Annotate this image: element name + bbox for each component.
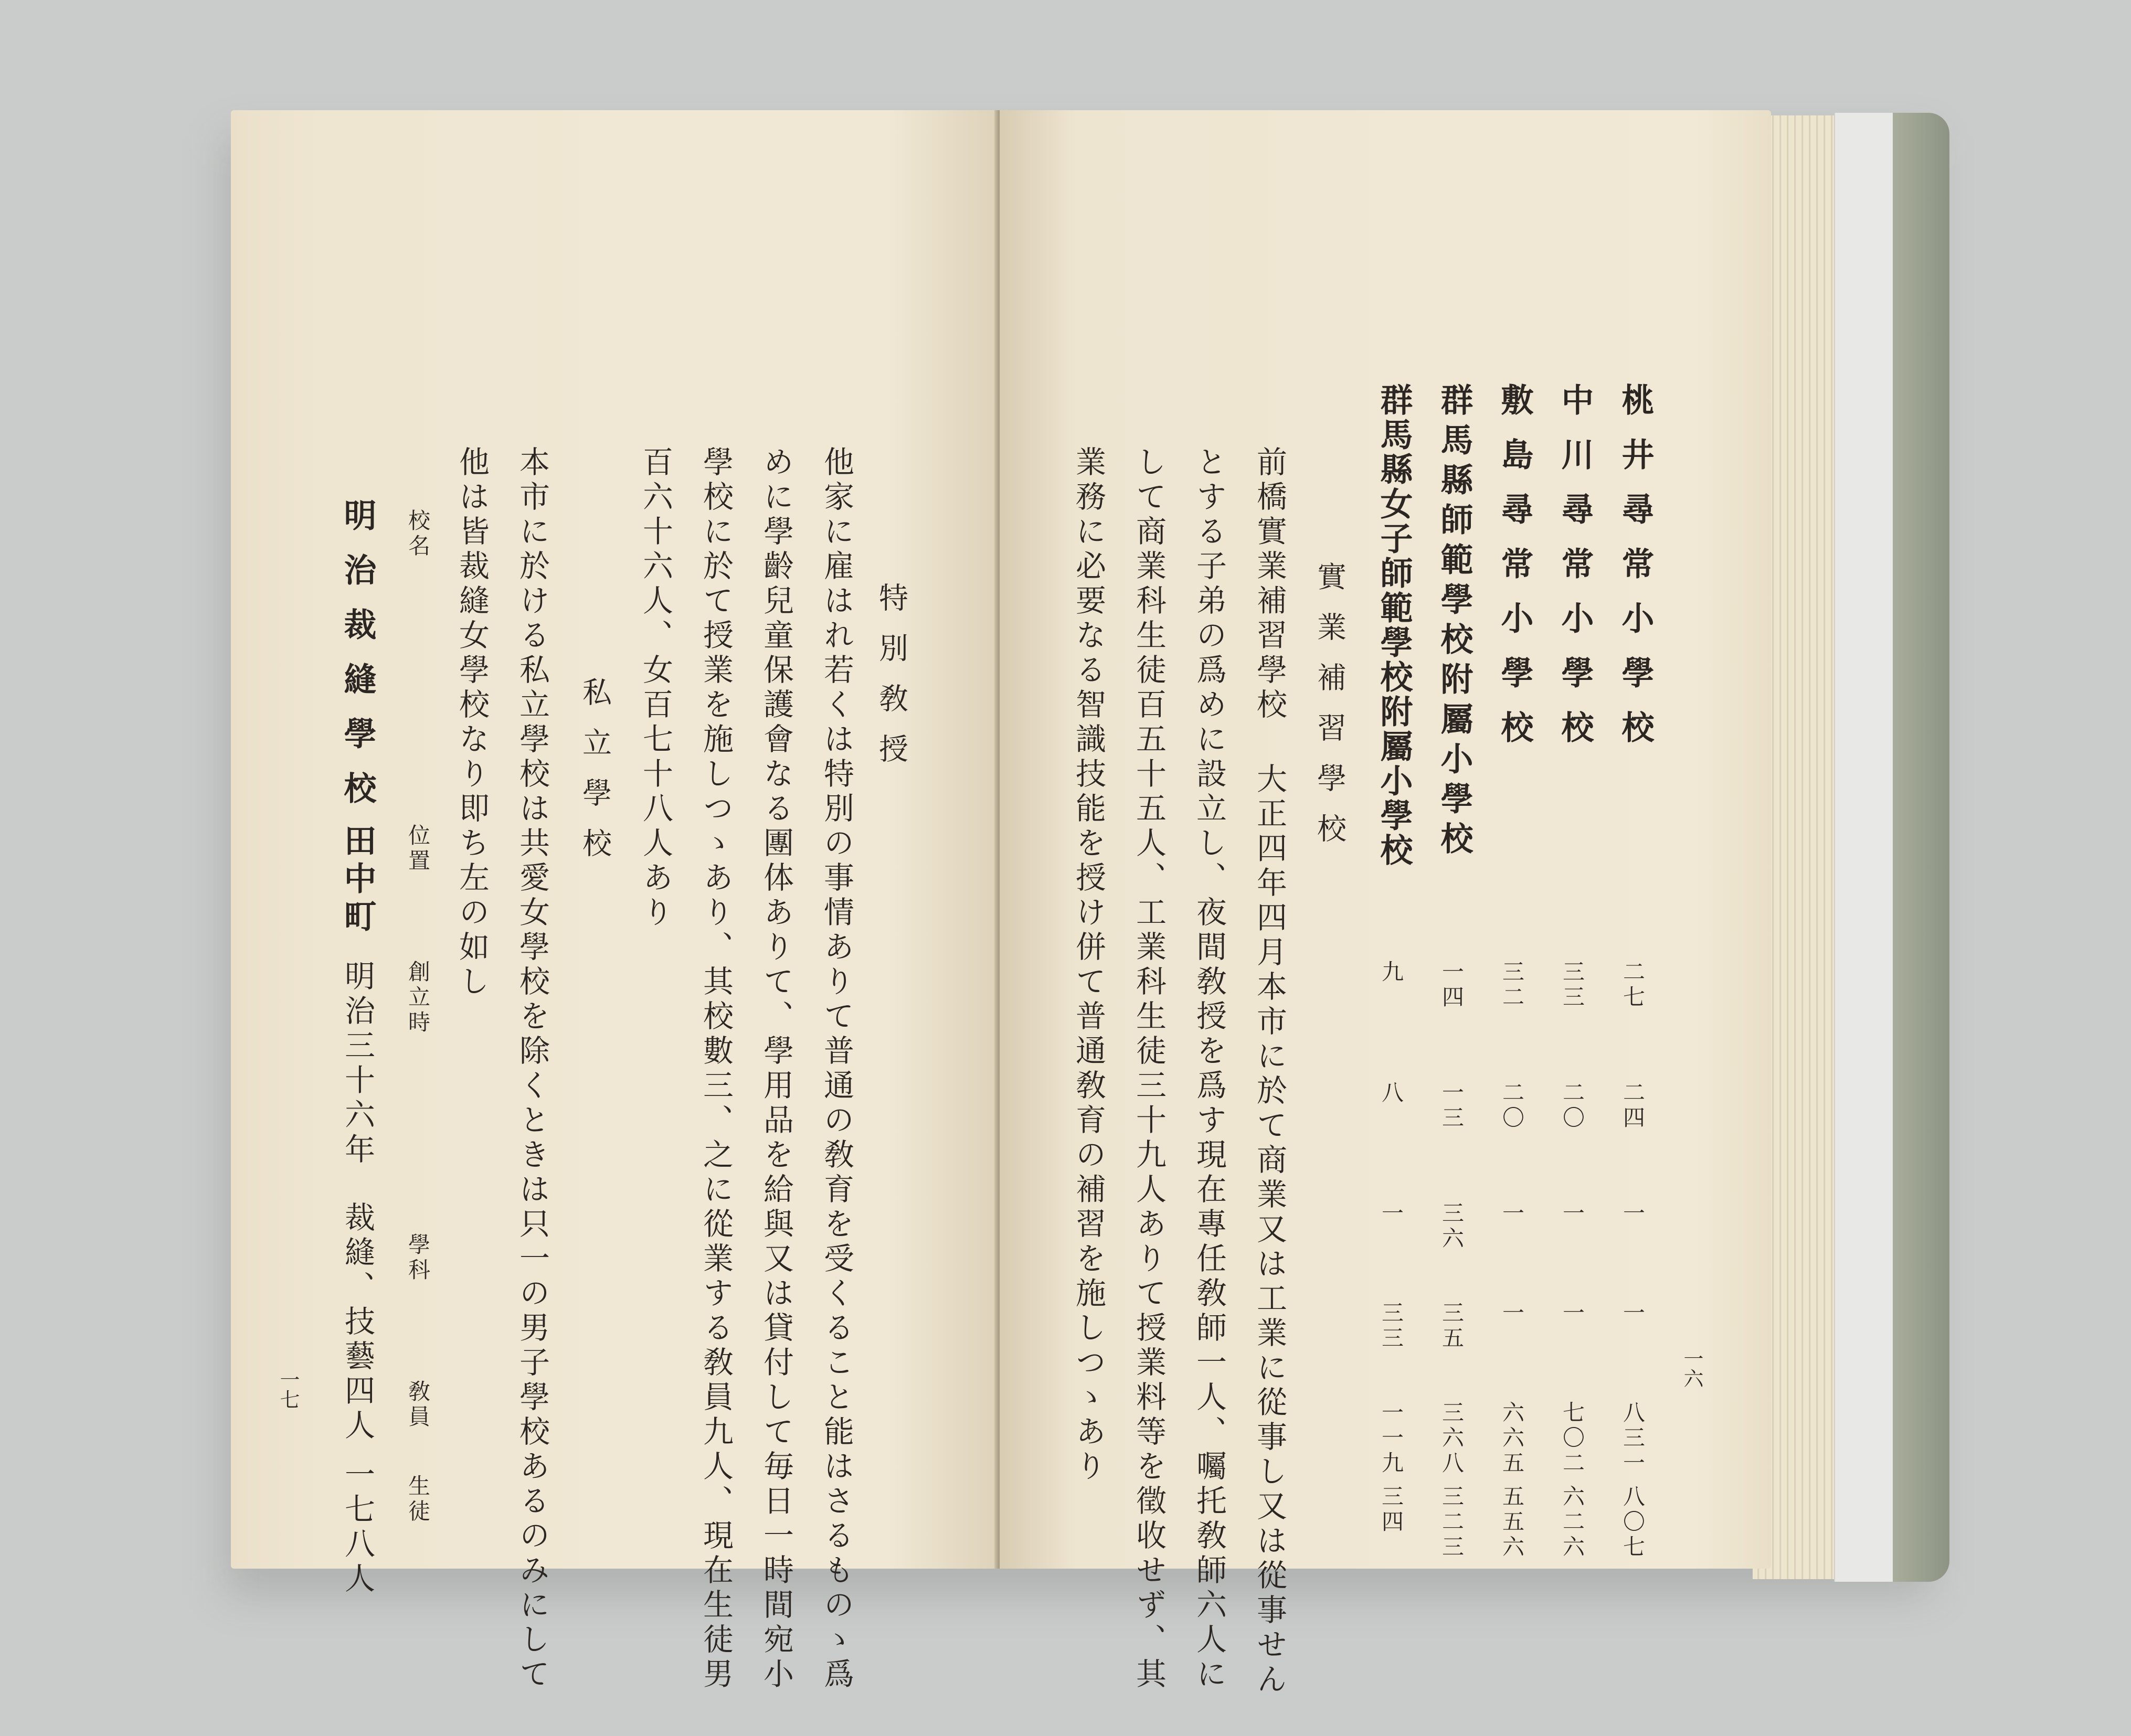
school-row-value-5: 三六八 bbox=[1439, 1401, 1465, 1476]
school-name: 明治裁縫學校 bbox=[338, 498, 377, 826]
school-row-name: 敷島尋常小學校 bbox=[1496, 383, 1534, 765]
vocational-line-2: とする子弟の爲めに設立し、夜間敎授を爲す現在專任敎師一人、囑托敎師六人に bbox=[1191, 446, 1227, 1692]
school-row-value-4: 三三 bbox=[1379, 1301, 1404, 1351]
school-row-value-6: 三四 bbox=[1379, 1485, 1404, 1535]
header-location: 位置 bbox=[405, 824, 431, 874]
school-row-value-1: 二七 bbox=[1620, 960, 1646, 1010]
school-row-value-3: 一 bbox=[1379, 1201, 1404, 1227]
school-founded: 明治三十六年 bbox=[340, 960, 375, 1168]
special-line-4: 百六十六人、女百七十八人あり bbox=[638, 446, 673, 931]
school-row-value-2: 八 bbox=[1379, 1081, 1404, 1106]
school-row-name: 群馬縣女子師範學校附屬小學校 bbox=[1375, 383, 1413, 868]
school-students: 一七八人 bbox=[340, 1458, 375, 1597]
private-school-heading: 私立學校 bbox=[578, 677, 612, 878]
special-line-1: 他家に雇はれ若くは特別の事情ありて普通の敎育を受くること能はさるものゝ爲 bbox=[819, 446, 854, 1692]
school-row-value-1: 三三 bbox=[1560, 960, 1585, 1010]
school-row-value-6: 六二六 bbox=[1560, 1485, 1585, 1560]
school-row-value-3: 一 bbox=[1620, 1201, 1646, 1227]
school-row-name: 桃井尋常小學校 bbox=[1616, 383, 1655, 765]
header-students: 生徒 bbox=[405, 1474, 431, 1525]
school-row-name: 中川尋常小學校 bbox=[1556, 383, 1594, 765]
special-teaching-heading: 特別敎授 bbox=[874, 582, 908, 784]
school-location: 田中町 bbox=[338, 824, 377, 937]
page-number-right: 一六 bbox=[1680, 1348, 1703, 1388]
private-line-2: 他は皆裁縫女學校なり即ち左の如し bbox=[454, 446, 490, 1000]
special-line-2: めに學齡兒童保護會なる團体ありて、學用品を給與又は貸付して毎日一時間宛小 bbox=[758, 446, 794, 1692]
right-page bbox=[1000, 110, 1771, 1698]
page-number-left: 一七 bbox=[277, 1369, 300, 1409]
private-line-1: 本市に於ける私立學校は共愛女學校を除くときは只一の男子學校あるのみにして bbox=[514, 446, 550, 1692]
school-row-value-6: 三二三 bbox=[1439, 1485, 1465, 1560]
header-subjects: 學科 bbox=[405, 1233, 431, 1283]
school-row-value-4: 一 bbox=[1499, 1301, 1525, 1326]
school-row-value-4: 三五 bbox=[1439, 1301, 1465, 1351]
school-teachers: 四人 bbox=[340, 1375, 375, 1444]
school-row-value-6: 五五六 bbox=[1499, 1485, 1525, 1560]
school-row-value-5: 七〇二 bbox=[1560, 1401, 1585, 1476]
school-row-value-2: 二〇 bbox=[1499, 1081, 1525, 1131]
school-row-value-5: 八三一 bbox=[1620, 1401, 1646, 1476]
school-row-value-3: 一 bbox=[1560, 1201, 1585, 1227]
school-row-value-4: 一 bbox=[1620, 1301, 1646, 1326]
school-row-value-5: 六六五 bbox=[1499, 1401, 1525, 1476]
header-founded: 創立時 bbox=[405, 960, 431, 1036]
school-row-value-1: 一四 bbox=[1439, 960, 1465, 1010]
vocational-line-3: して商業科生徒百五十五人、工業科生徒三十九人ありて授業料等を徵收せず、其 bbox=[1131, 446, 1167, 1692]
header-teachers: 敎員 bbox=[405, 1380, 431, 1430]
school-row-value-1: 九 bbox=[1379, 960, 1404, 985]
special-line-3: 學校に於て授業を施しつゝあり、其校數三、之に從業する敎員九人、現在生徒男 bbox=[698, 446, 734, 1692]
school-row-value-3: 一 bbox=[1499, 1201, 1525, 1227]
school-row-value-5: 一一九 bbox=[1379, 1401, 1404, 1476]
vocational-school-heading: 實業補習學校 bbox=[1312, 561, 1347, 864]
school-row-value-2: 一三 bbox=[1439, 1081, 1465, 1131]
school-row-value-2: 二〇 bbox=[1560, 1081, 1585, 1131]
school-row-value-3: 三六 bbox=[1439, 1201, 1465, 1252]
left-page bbox=[231, 110, 1002, 1692]
school-row-value-1: 三二 bbox=[1499, 960, 1525, 1010]
school-row-value-2: 二四 bbox=[1620, 1081, 1646, 1131]
endpaper-sheet bbox=[1834, 113, 1893, 1582]
vocational-line-4: 業務に必要なる智識技能を授け併て普通敎育の補習を施しつゝあり bbox=[1070, 446, 1106, 1485]
school-row-value-6: 八〇七 bbox=[1620, 1485, 1646, 1560]
school-row-name: 群馬縣師範學校附屬小學校 bbox=[1435, 383, 1473, 861]
school-row-value-4: 一 bbox=[1560, 1301, 1585, 1326]
vocational-line-1: 前橋實業補習學校 大正四年四月本市に於て商業又は工業に從事し又は從事せん bbox=[1252, 446, 1287, 1698]
header-school-name: 校名 bbox=[405, 509, 431, 559]
school-subjects: 裁縫、技藝 bbox=[340, 1201, 375, 1375]
